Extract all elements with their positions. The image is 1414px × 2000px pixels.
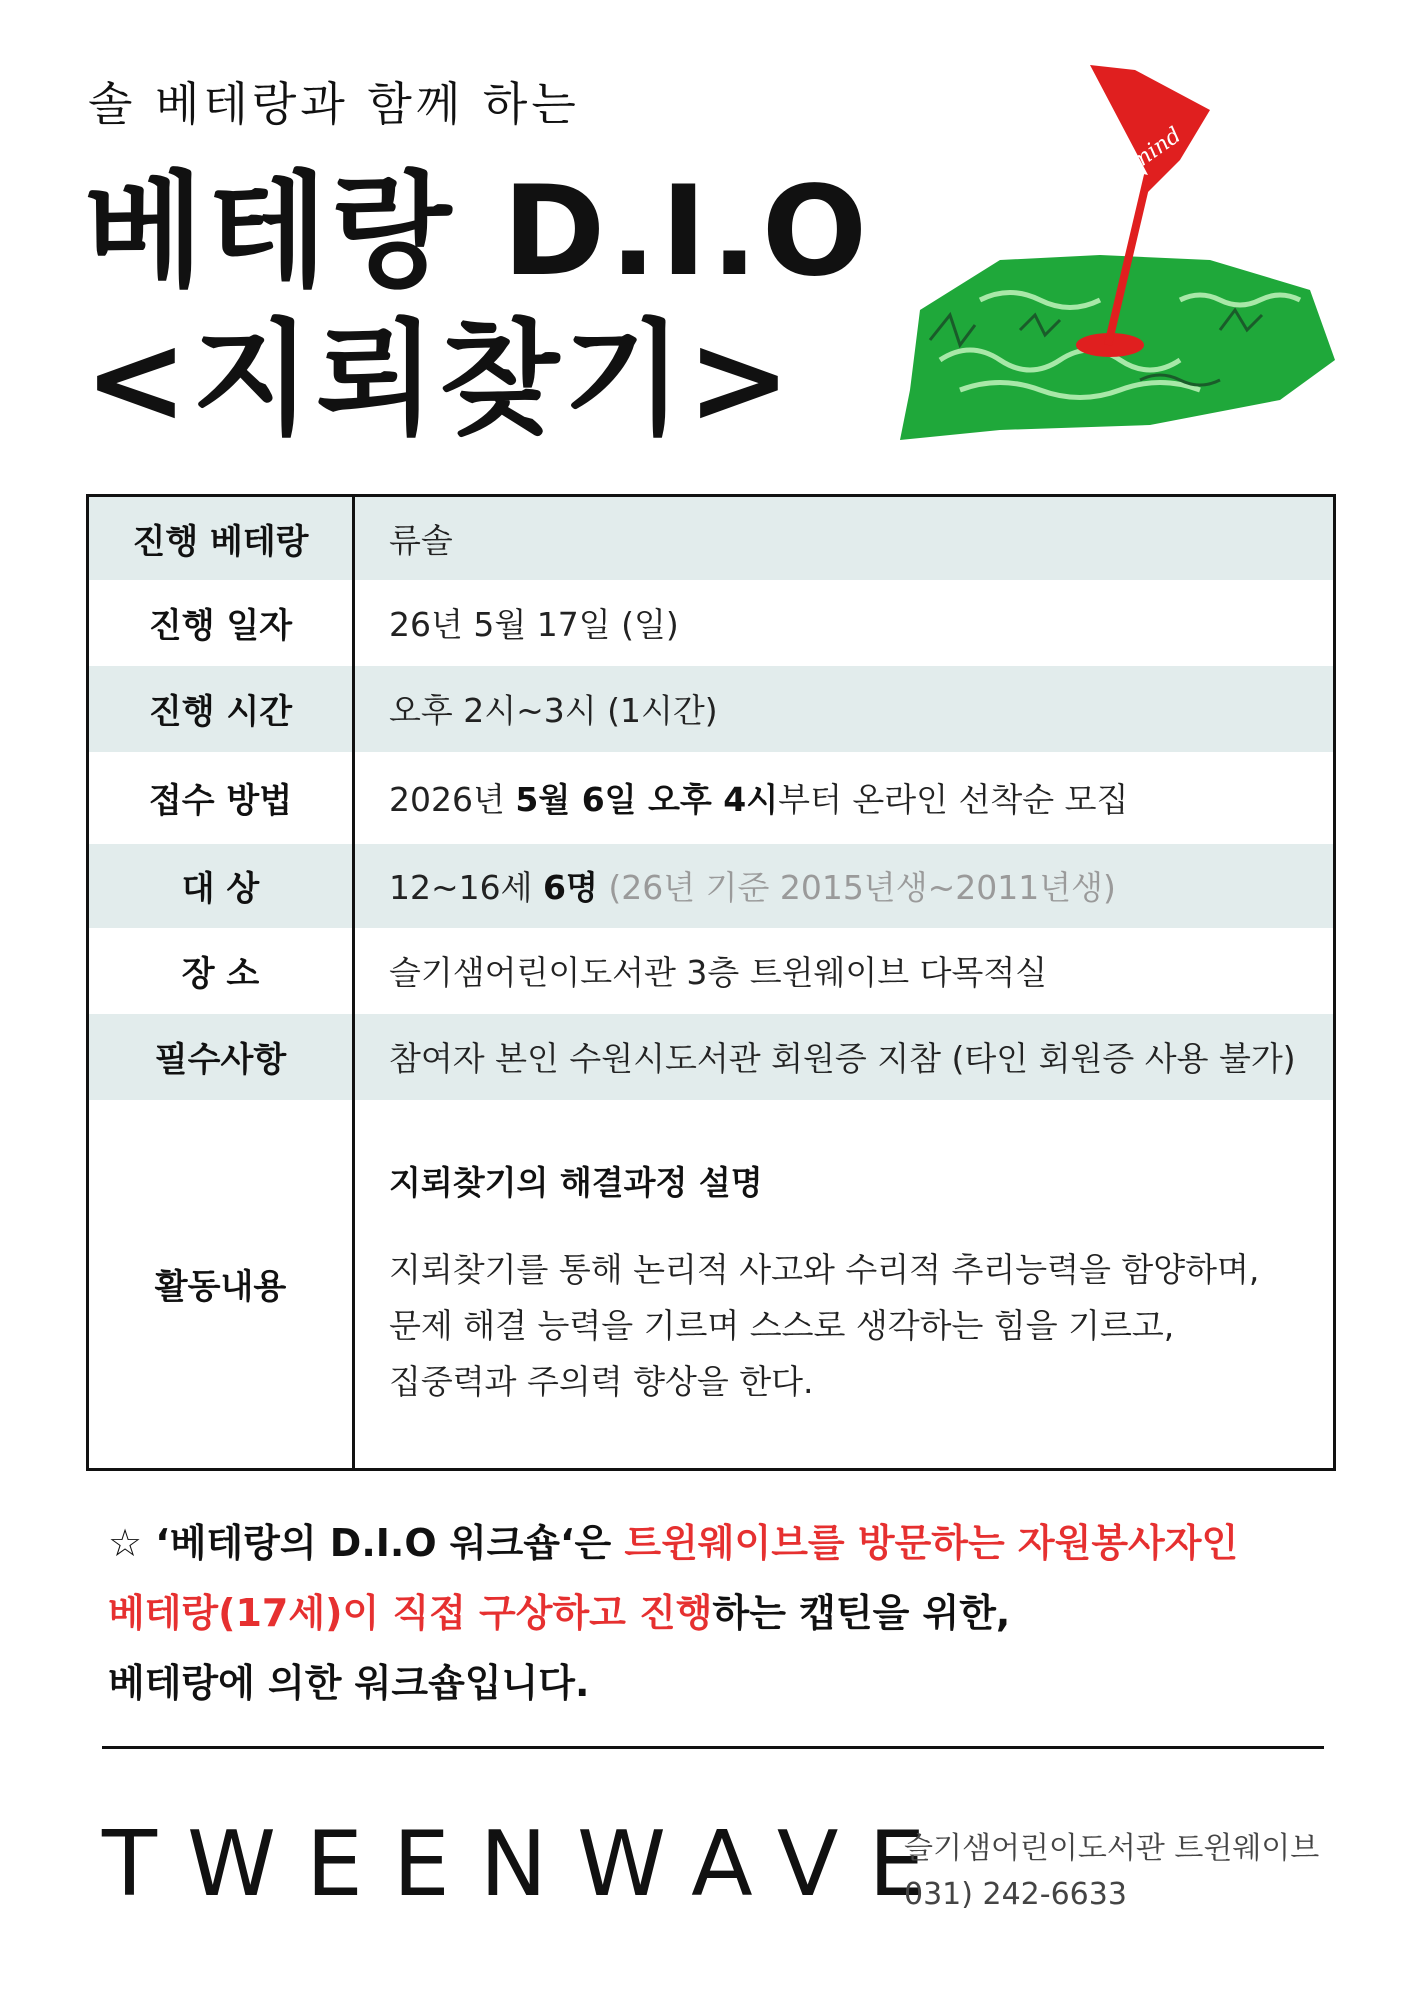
title-line-2: <지뢰찾기>: [84, 308, 795, 452]
table-row: [88, 580, 1335, 666]
activity-line: 지뢰찾기를 통해 논리적 사고와 수리적 추리능력을 함양하며,: [389, 1250, 1260, 1290]
row-value: 오후 2시~3시 (1시간): [354, 666, 1335, 752]
phone-number: 031) 242-6633: [904, 1877, 1127, 1912]
row-value: 참여자 본인 수원시도서관 회원증 지참 (타인 회원증 사용 불가): [354, 1014, 1335, 1100]
value-bold-text: 5월 6일 오후 4시: [515, 780, 779, 819]
row-value: 26년 5월 17일 (일): [389, 605, 679, 644]
activity-line: 집중력과 주의력 향상을 한다.: [389, 1362, 814, 1402]
row-label: 대 상: [88, 844, 354, 928]
table-row: [88, 844, 1335, 928]
footer-divider: [102, 1746, 1324, 1749]
value-note-text: (26년 기준 2015년생~2011년생): [597, 868, 1116, 907]
library-name: 슬기샘어린이도서관 트윈웨이브: [904, 1831, 1320, 1866]
flag-label: mind: [1125, 122, 1186, 176]
row-value: 슬기샘어린이도서관 3층 트윈웨이브 다목적실: [389, 953, 1048, 992]
row-label: 진행 베테랑: [88, 496, 354, 580]
row-value: [354, 752, 1335, 844]
row-label: 필수사항: [88, 1014, 354, 1100]
row-value: 류솔: [354, 496, 1335, 580]
brand-logo: TWEENWAVE: [102, 1812, 956, 1917]
table-row: [88, 666, 1335, 752]
notice-line-1: [108, 1508, 1308, 1578]
subtitle: 솔 베테랑과 함께 하는: [88, 77, 580, 131]
notice-highlight: 베테랑(17세)이 직접 구상하고 진행: [108, 1591, 713, 1635]
row-label: 활동내용: [88, 1100, 354, 1470]
flag-icon: [1090, 65, 1210, 200]
notice-highlight: 트윈웨이브를 방문하는 자원봉사자인: [624, 1521, 1239, 1565]
activity-title: 지뢰찾기의 해결과정 설명: [389, 1163, 763, 1203]
notice-line-3: 베테랑에 의한 워크숍입니다.: [108, 1661, 590, 1705]
table-row: [88, 1014, 1335, 1100]
row-label: 진행 일자: [88, 580, 354, 666]
notice-line-2: [108, 1578, 1308, 1648]
row-label: 장 소: [88, 928, 354, 1014]
value-text: 2026년: [389, 780, 516, 819]
footer-contact: [904, 1826, 1319, 1918]
title-line-1: 베테랑 D.I.O: [84, 160, 872, 304]
activity-content: [354, 1100, 1335, 1470]
row-label: 진행 시간: [88, 666, 354, 752]
value-bold-text: 6명: [543, 868, 598, 907]
row-label: 접수 방법: [88, 752, 354, 844]
info-table: [86, 494, 1336, 1471]
table-row: [88, 752, 1335, 844]
notice-text: 하는 캡틴을 위한,: [712, 1591, 1011, 1635]
workshop-notice: [108, 1508, 1308, 1718]
table-row: [88, 496, 1335, 580]
table-row: [88, 928, 1335, 1014]
value-text: 12~16세: [389, 868, 544, 907]
activity-line: 문제 해결 능력을 기르며 스스로 생각하는 힘을 기르고,: [389, 1306, 1175, 1346]
value-text: 부터 온라인 선착순 모집: [778, 780, 1129, 819]
table-row-activity: [88, 1100, 1335, 1470]
row-value: [354, 844, 1335, 928]
notice-text: ☆ ‘베테랑의 D.I.O 워크숍‘은: [108, 1521, 625, 1565]
golf-flag-illustration: [880, 60, 1340, 480]
